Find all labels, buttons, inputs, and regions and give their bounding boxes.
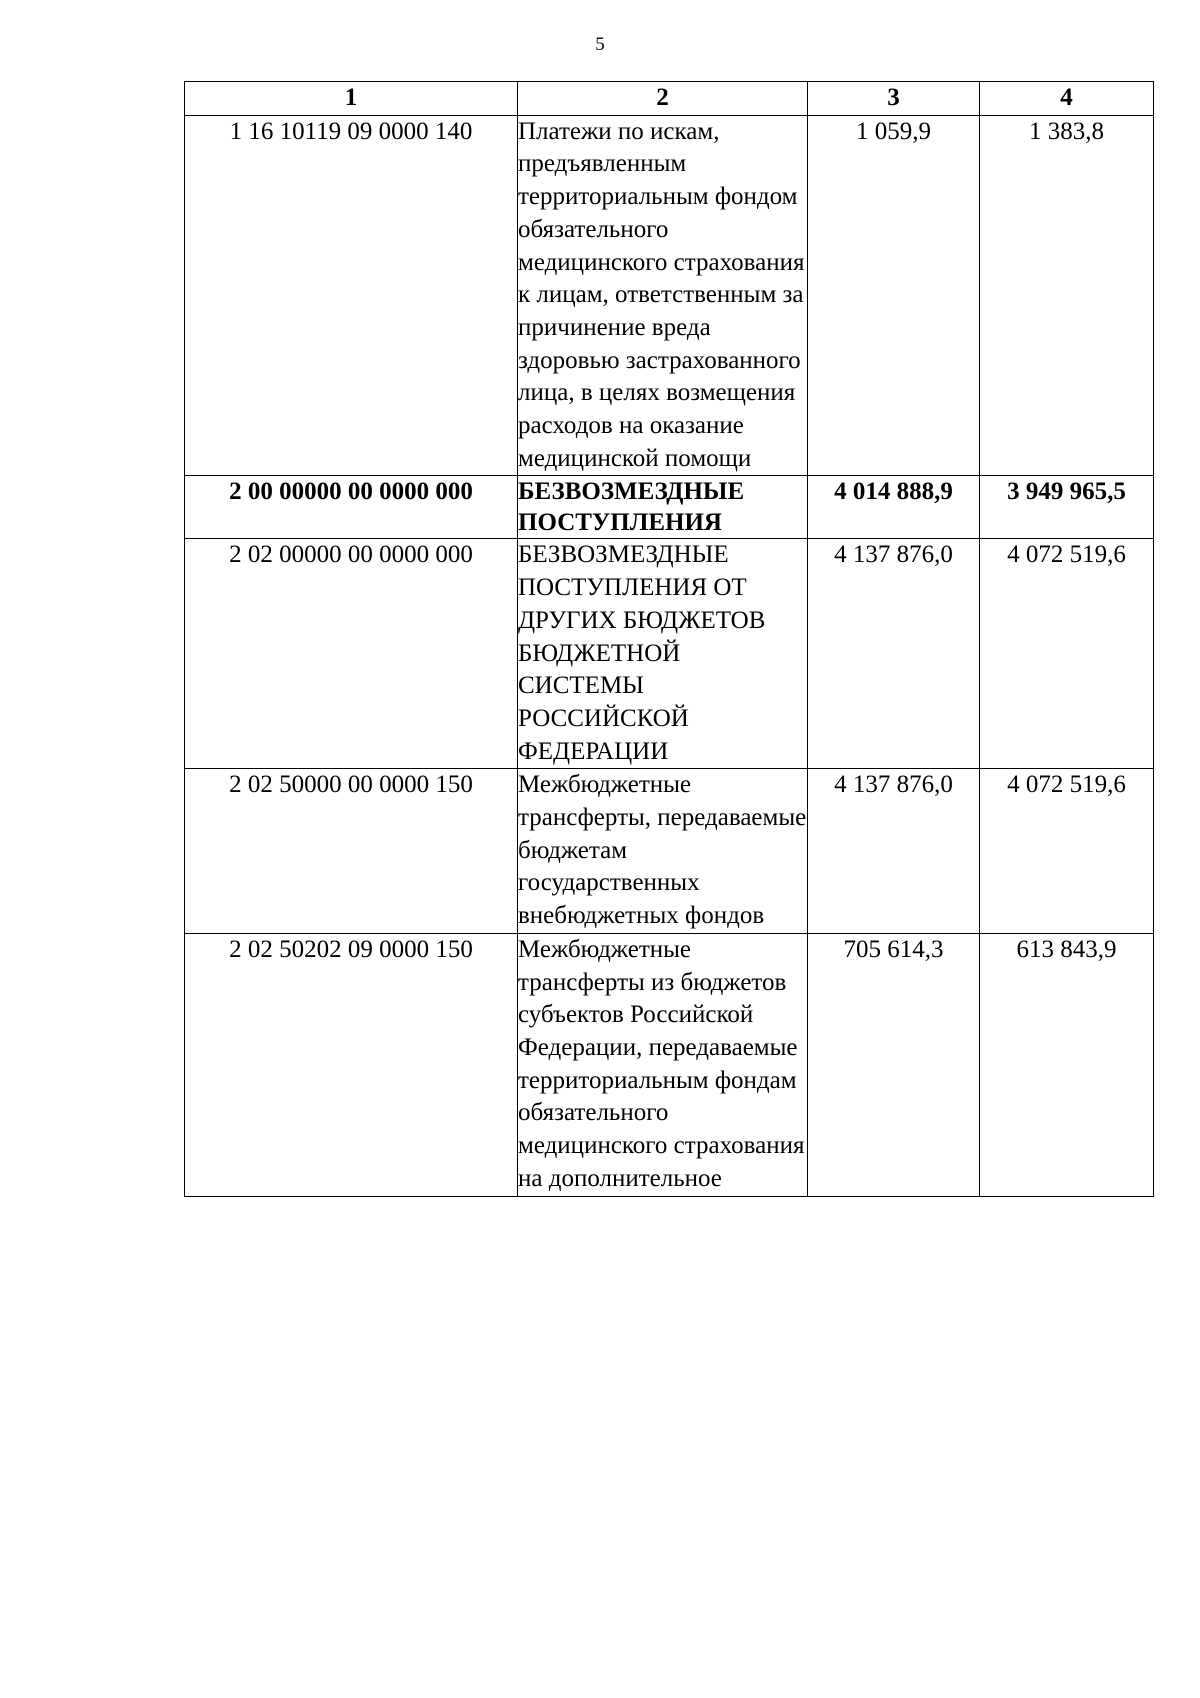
table-row [185, 539, 1154, 769]
amount-col-3: 4 014 888,9 [808, 476, 980, 539]
amount-col-4: 3 949 965,5 [980, 476, 1154, 539]
table-row [185, 115, 1154, 476]
revenue-name: Межбюджетные трансферты, передаваемые бюджетам государственных внебюджетных фондов [518, 769, 808, 934]
table-header-row [185, 82, 1154, 116]
budget-code: 2 02 50000 00 0000 150 [185, 769, 518, 934]
table-row [185, 933, 1154, 1196]
header-col-1: 1 [185, 82, 518, 116]
page-number: 5 [595, 34, 605, 55]
budget-code: 2 02 50202 09 0000 150 [185, 933, 518, 1196]
amount-col-3: 705 614,3 [808, 933, 980, 1196]
budget-revenue-table [184, 81, 1154, 1197]
header-col-3: 3 [808, 82, 980, 116]
amount-col-4: 4 072 519,6 [980, 539, 1154, 769]
budget-code: 2 02 00000 00 0000 000 [185, 539, 518, 769]
table-row [185, 476, 1154, 539]
revenue-name: Платежи по искам, предъявленным территориальным фондом обязательного медицинского страхования к лицам, ответственным за причинение вреда здоровью застрахованного лица, в целях возмещения расходов на оказание медицинской помощи [518, 115, 808, 476]
header-col-2: 2 [518, 82, 808, 116]
table-row [185, 769, 1154, 934]
amount-col-3: 1 059,9 [808, 115, 980, 476]
budget-code: 1 16 10119 09 0000 140 [185, 115, 518, 476]
header-col-4: 4 [980, 82, 1154, 116]
amount-col-4: 613 843,9 [980, 933, 1154, 1196]
amount-col-3: 4 137 876,0 [808, 539, 980, 769]
revenue-name: БЕЗВОЗМЕЗДНЫЕ ПОСТУПЛЕНИЯ ОТ ДРУГИХ БЮДЖЕТОВ БЮДЖЕТНОЙ СИСТЕМЫ РОССИЙСКОЙ ФЕДЕРАЦИИ [518, 539, 808, 769]
amount-col-4: 1 383,8 [980, 115, 1154, 476]
amount-col-3: 4 137 876,0 [808, 769, 980, 934]
revenue-name: Межбюджетные трансферты из бюджетов субъектов Российской Федерации, передаваемые территориальным фондам обязательного медицинского страхования на дополнительное [518, 933, 808, 1196]
revenue-name: БЕЗВОЗМЕЗДНЫЕ ПОСТУПЛЕНИЯ [518, 476, 808, 539]
amount-col-4: 4 072 519,6 [980, 769, 1154, 934]
budget-code: 2 00 00000 00 0000 000 [185, 476, 518, 539]
